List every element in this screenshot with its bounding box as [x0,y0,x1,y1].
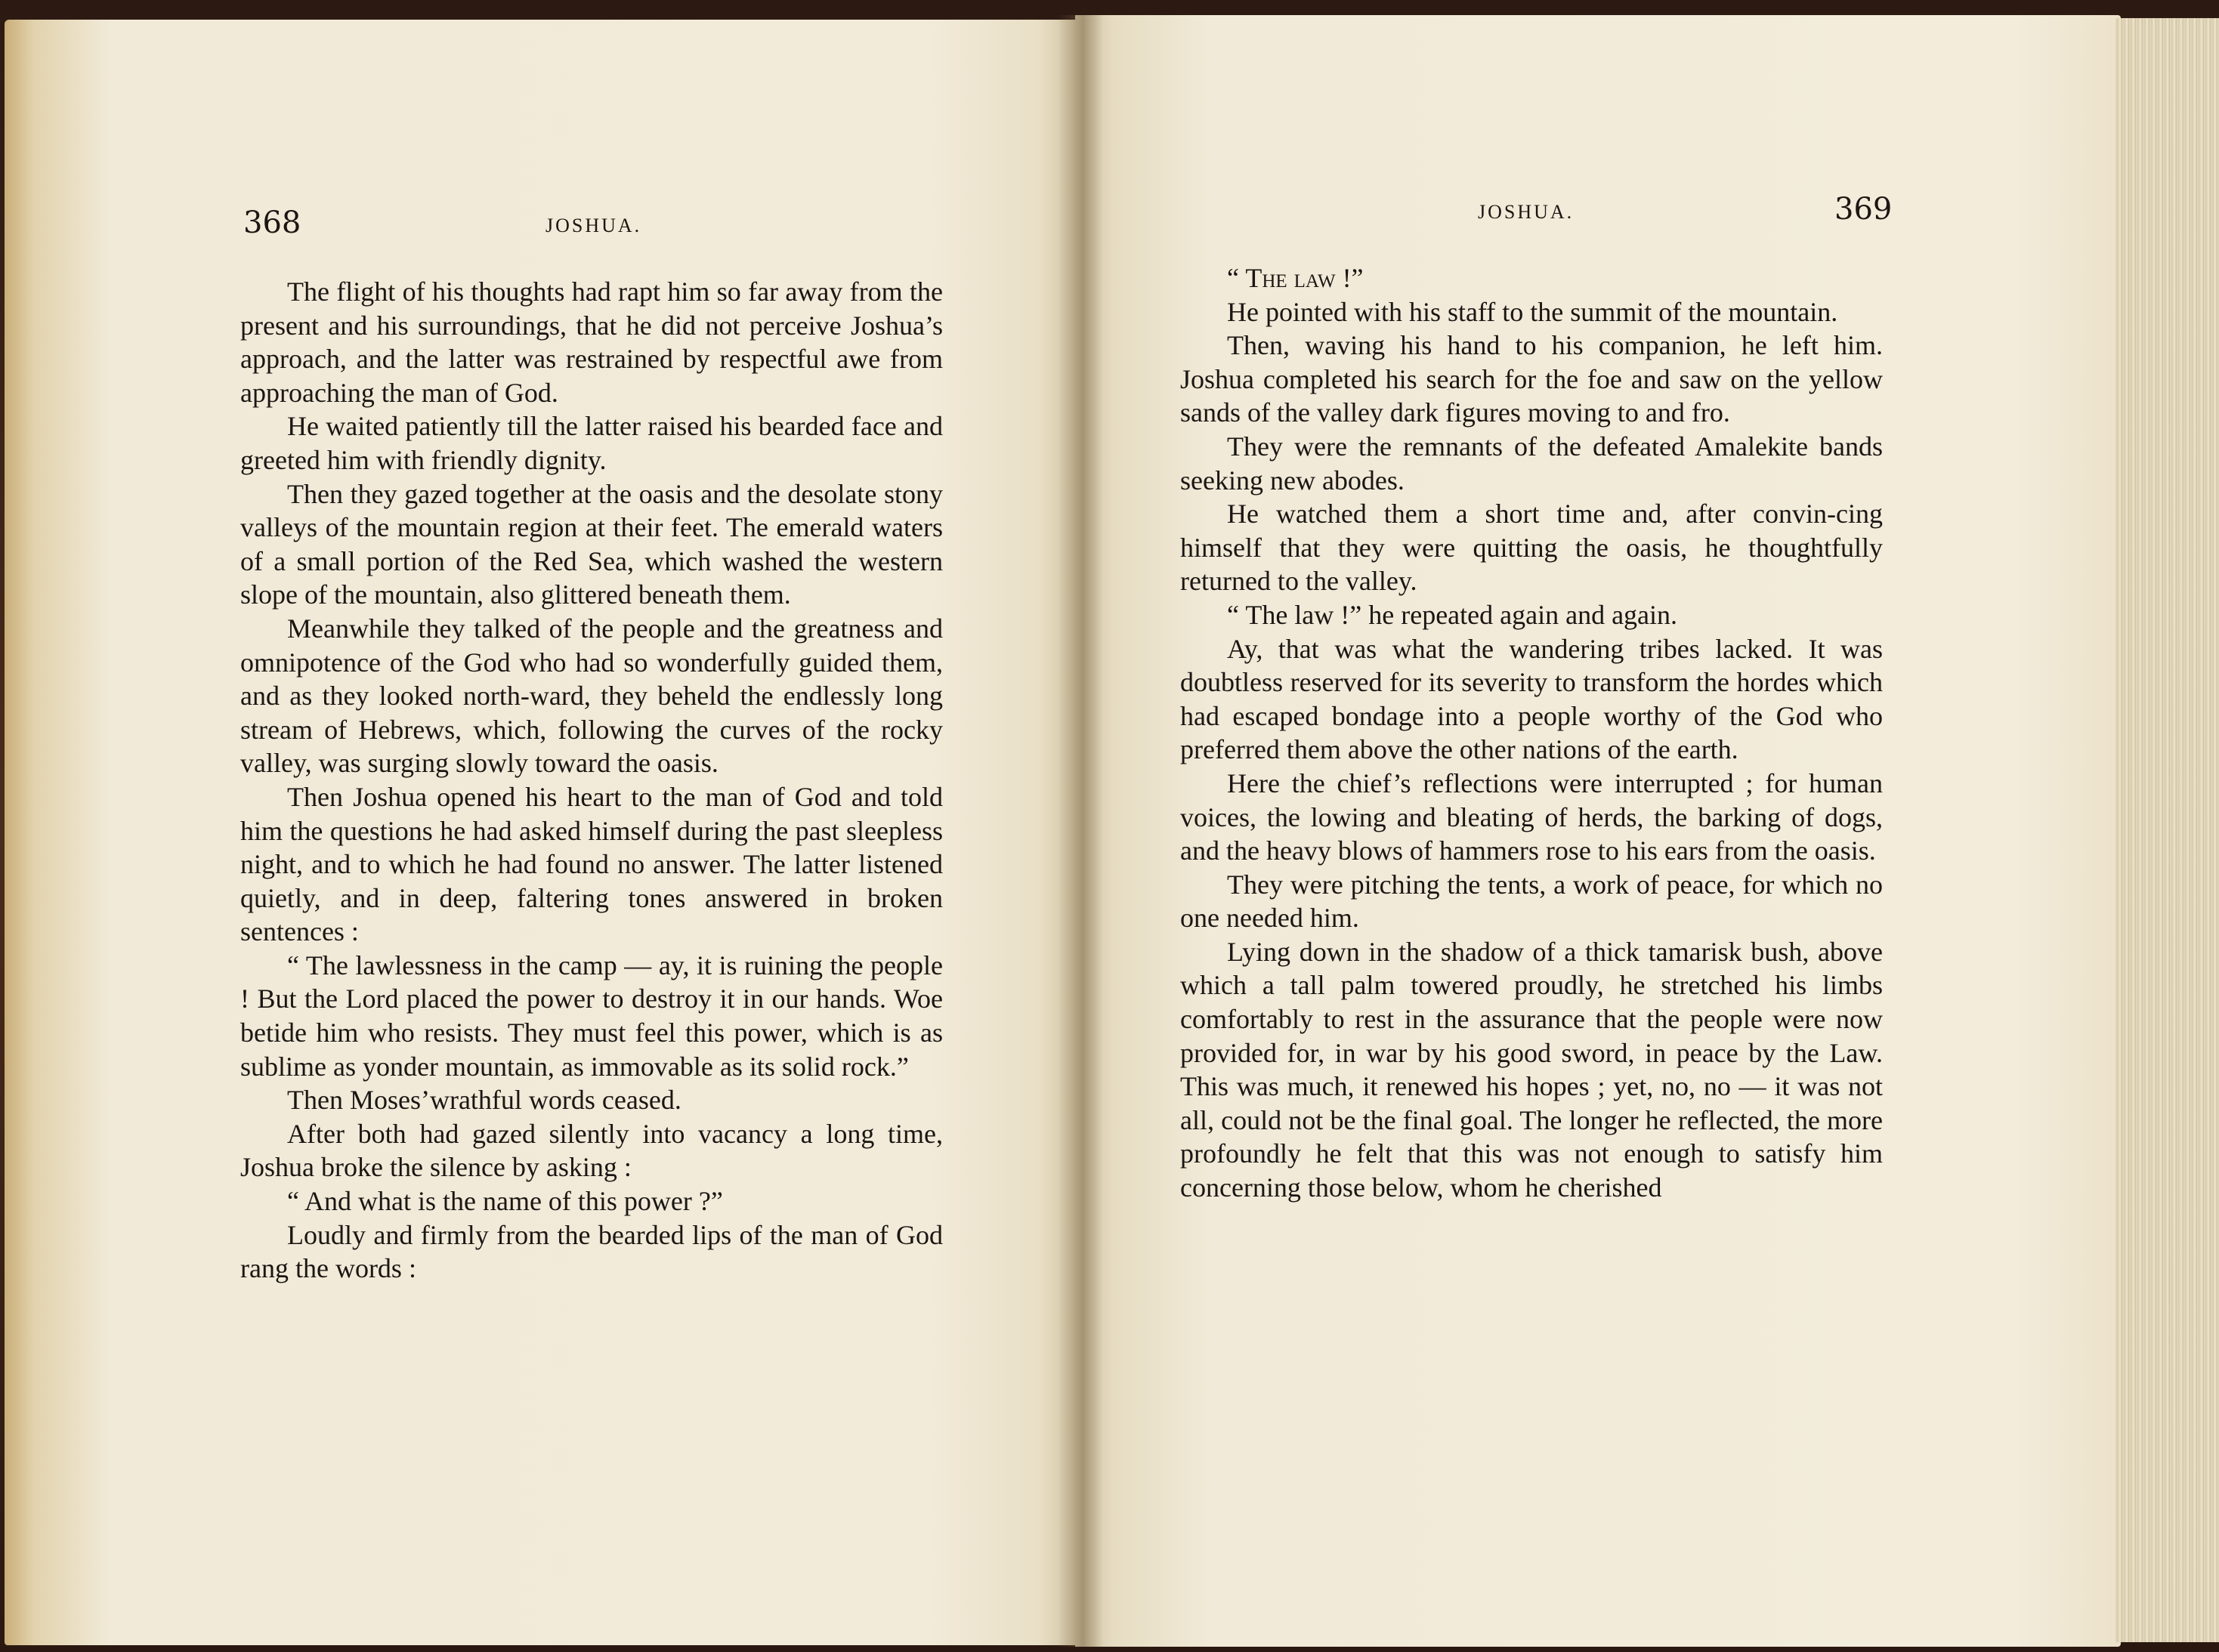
paragraph: He watched them a short time and, after convin-cing himself that they were quitting the oasis, he thoughtfully returned to the valley. [1180,499,1883,597]
paragraph: After both had gazed silently into vacancy a long time, Joshua broke the silence by asking : [240,1118,943,1183]
paragraph: Loudly and firmly from the bearded lips of the man of God rang the words : [240,1219,943,1284]
paragraph: Meanwhile they talked of the people and the greatness and omnipotence of the God who had so wonderfully guided them, and as they looked north-ward, they beheld the endlessly long stream of Hebrews, which, following the curves of the rocky valley, was surging slowly toward the oasis. [240,613,943,779]
gutter-shadow [1058,15,1103,1647]
paragraph: He waited patiently till the latter raised his bearded face and greeted him with friendly dignity. [240,411,943,475]
paragraph: They were pitching the tents, a work of peace, for which no one needed him. [1180,869,1883,934]
paragraph: “ The law !” he repeated again and again. [1227,599,1678,630]
right-page-number: 369 [1834,192,1893,227]
right-page-body [1180,261,1883,1205]
paragraph: Then they gazed together at the oasis and the desolate stony valleys of the mountain region at their feet. The emerald waters of a small portion of the Red Sea, which washed the western slope of the mountain, also glittered beneath them. [240,478,943,610]
paragraph: Then, waving his hand to his companion, he left him. Joshua completed his search for the foe and saw on the yellow sands of the valley dark figures moving to and fro. [1180,330,1883,428]
right-running-head: JOSHUA. [1478,201,1575,223]
left-page-body [240,275,943,1286]
left-running-head: JOSHUA. [545,215,642,236]
paragraph: Then Joshua opened his heart to the man of God and told him the questions he had asked himself during the past sleepless night, and to which he had found no answer. The latter listened quietly, and in deep, faltering tones answered in broken sentences : [240,781,943,947]
paragraph: He pointed with his staff to the summit of the mountain. [1227,296,1838,327]
paragraph: “ The lawlessness in the camp — ay, it is ruining the people ! But the Lord placed the power to destroy it in our hands. Woe betide him who resists. They must feel this power, which is as sublime as yonder mountain, as immovable as its solid rock.” [240,950,943,1082]
paragraph: The flight of his thoughts had rapt him so far away from the present and his surroundings, that he did not perceive Joshua’s approach, and the latter was restrained by respectful awe from approaching the man of God. [240,276,943,408]
paragraph: Ay, that was what the wandering tribes lacked. It was doubtless reserved for its severity to transform the hordes which had escaped bondage into a people worthy of the God who preferred them above the other nations of the earth. [1180,633,1883,765]
paragraph: “ The law !” [1227,263,1364,293]
paragraph: They were the remnants of the defeated Amalekite bands seeking new abodes. [1180,431,1883,496]
paragraph: “ And what is the name of this power ?” [287,1186,723,1217]
paragraph: Lying down in the shadow of a thick tamarisk bush, above which a tall palm towered proudly, he stretched his limbs comfortably to rest in the assurance that the people were now provided for, in war by his good sword, in peace by the Law. This was much, it renewed his hopes ; yet, no, no — it was not all, could not be the final goal. The longer he reflected, the more profoundly he felt that this was not enough to satisfy him concerning those below, whom he cherished [1180,936,1883,1203]
left-page-number: 368 [243,205,301,240]
paragraph: Then Moses’wrathful words ceased. [287,1085,681,1116]
paragraph: Here the chief’s reflections were interrupted ; for human voices, the lowing and bleating of herds, the barking of dogs, and the heavy blows of hammers rose to his ears from the oasis. [1180,767,1883,866]
page-edges [2115,18,2219,1642]
